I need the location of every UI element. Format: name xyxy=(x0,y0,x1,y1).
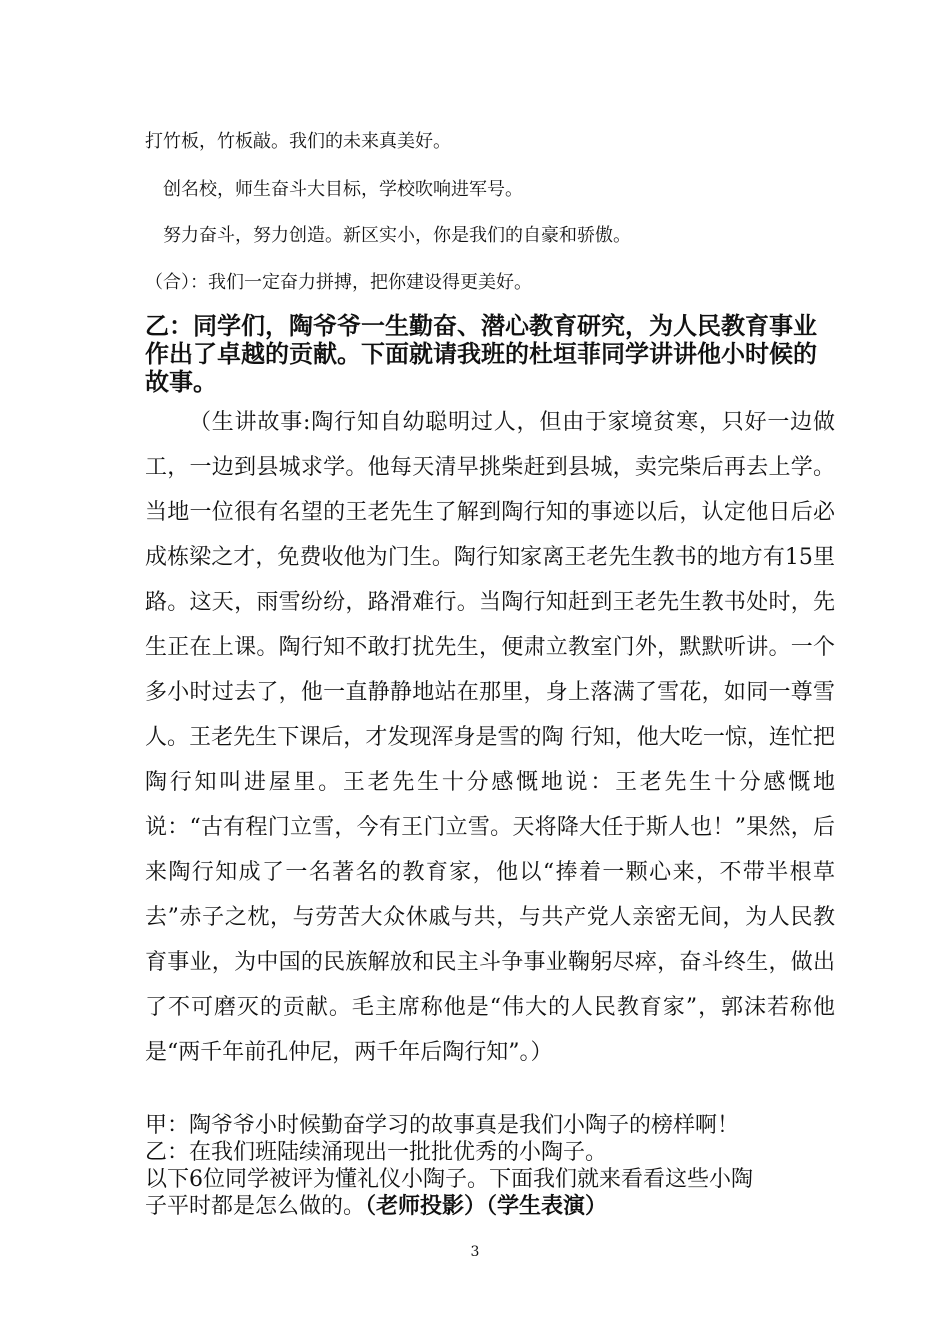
closing-line-1: 甲：陶爷爷小时候勤奋学习的故事真是我们小陶子的榜样啊！ xyxy=(145,1113,740,1138)
story-paragraph: （生讲故事:陶行知自幼聪明过人，但由于家境贫寒，只好一边做工，一边到县城求学。他每天清早挑柴赶到县城，卖完柴后再去上学。当地一位很有名望的王老先生了解到陶行知的事迹以后，认定他日后必成栋梁之才，免费收他为门生。陶行知家离王老先生教书的地方有15里路。这天，雨雪纷纷，路滑难行。当陶行知赶到王老先生教书处时，先生正在上课。陶行知不敢打扰先生，便肃立教室门外，默默听讲。一个多小时过去了，他一直静静地站在那里，身上落满了雪花，如同一尊雪人。王老先生下课后，才发现浑身是雪的陶 行知，他大吃一惊，连忙把陶行知叫进屋里。王老先生十分感慨地说：王老先生十分感慨地说：“古有程门立雪，今有王门立雪。天将降大任于斯人也！”果然，后来陶行知成了一名著名的教育家，他以“捧着一颗心来，不带半根草去”赤子之枕，与劳苦大众休戚与共，与共产党人亲密无间，为人民教育事业，为中国的民族解放和民主斗争事业鞠躬尽瘁，奋斗终生，做出了不可磨灭的贡献。毛主席称他是“伟大的人民教育家”，郭沫若称他是“两千年前孔仲尼，两千年后陶行知”。） xyxy=(145,410,835,1065)
closing-line-4-stage-note: （老师投影）（学生表演） xyxy=(365,1193,608,1219)
intro-paragraph: 乙：同学们，陶爷爷一生勤奋、潜心教育研究，为人民教育事业作出了卓越的贡献。下面就请我班的杜垣菲同学讲讲他小时候的故事。 xyxy=(145,311,817,396)
closing-line-4-text: 子平时都是怎么做的。 xyxy=(145,1194,366,1219)
page-number: 3 xyxy=(470,1244,480,1260)
song-line-4: （合）：我们一定奋力拼搏，把你建设得更美好。 xyxy=(145,272,532,293)
closing-line-4 xyxy=(145,1193,845,1220)
song-line-3: 努力奋斗，努力创造。新区实小，你是我们的自豪和骄傲。 xyxy=(163,225,631,246)
song-line-1: 打竹板，竹板敲。我们的未来真美好。 xyxy=(145,131,451,152)
closing-line-2: 乙：在我们班陆续涌现出一批批优秀的小陶子。 xyxy=(145,1140,608,1165)
song-line-2: 创名校，师生奋斗大目标，学校吹响进军号。 xyxy=(163,179,523,200)
closing-block xyxy=(145,1112,845,1220)
closing-line-3: 以下6位同学被评为懂礼仪小陶子。下面我们就来看看这些小陶 xyxy=(145,1167,753,1192)
